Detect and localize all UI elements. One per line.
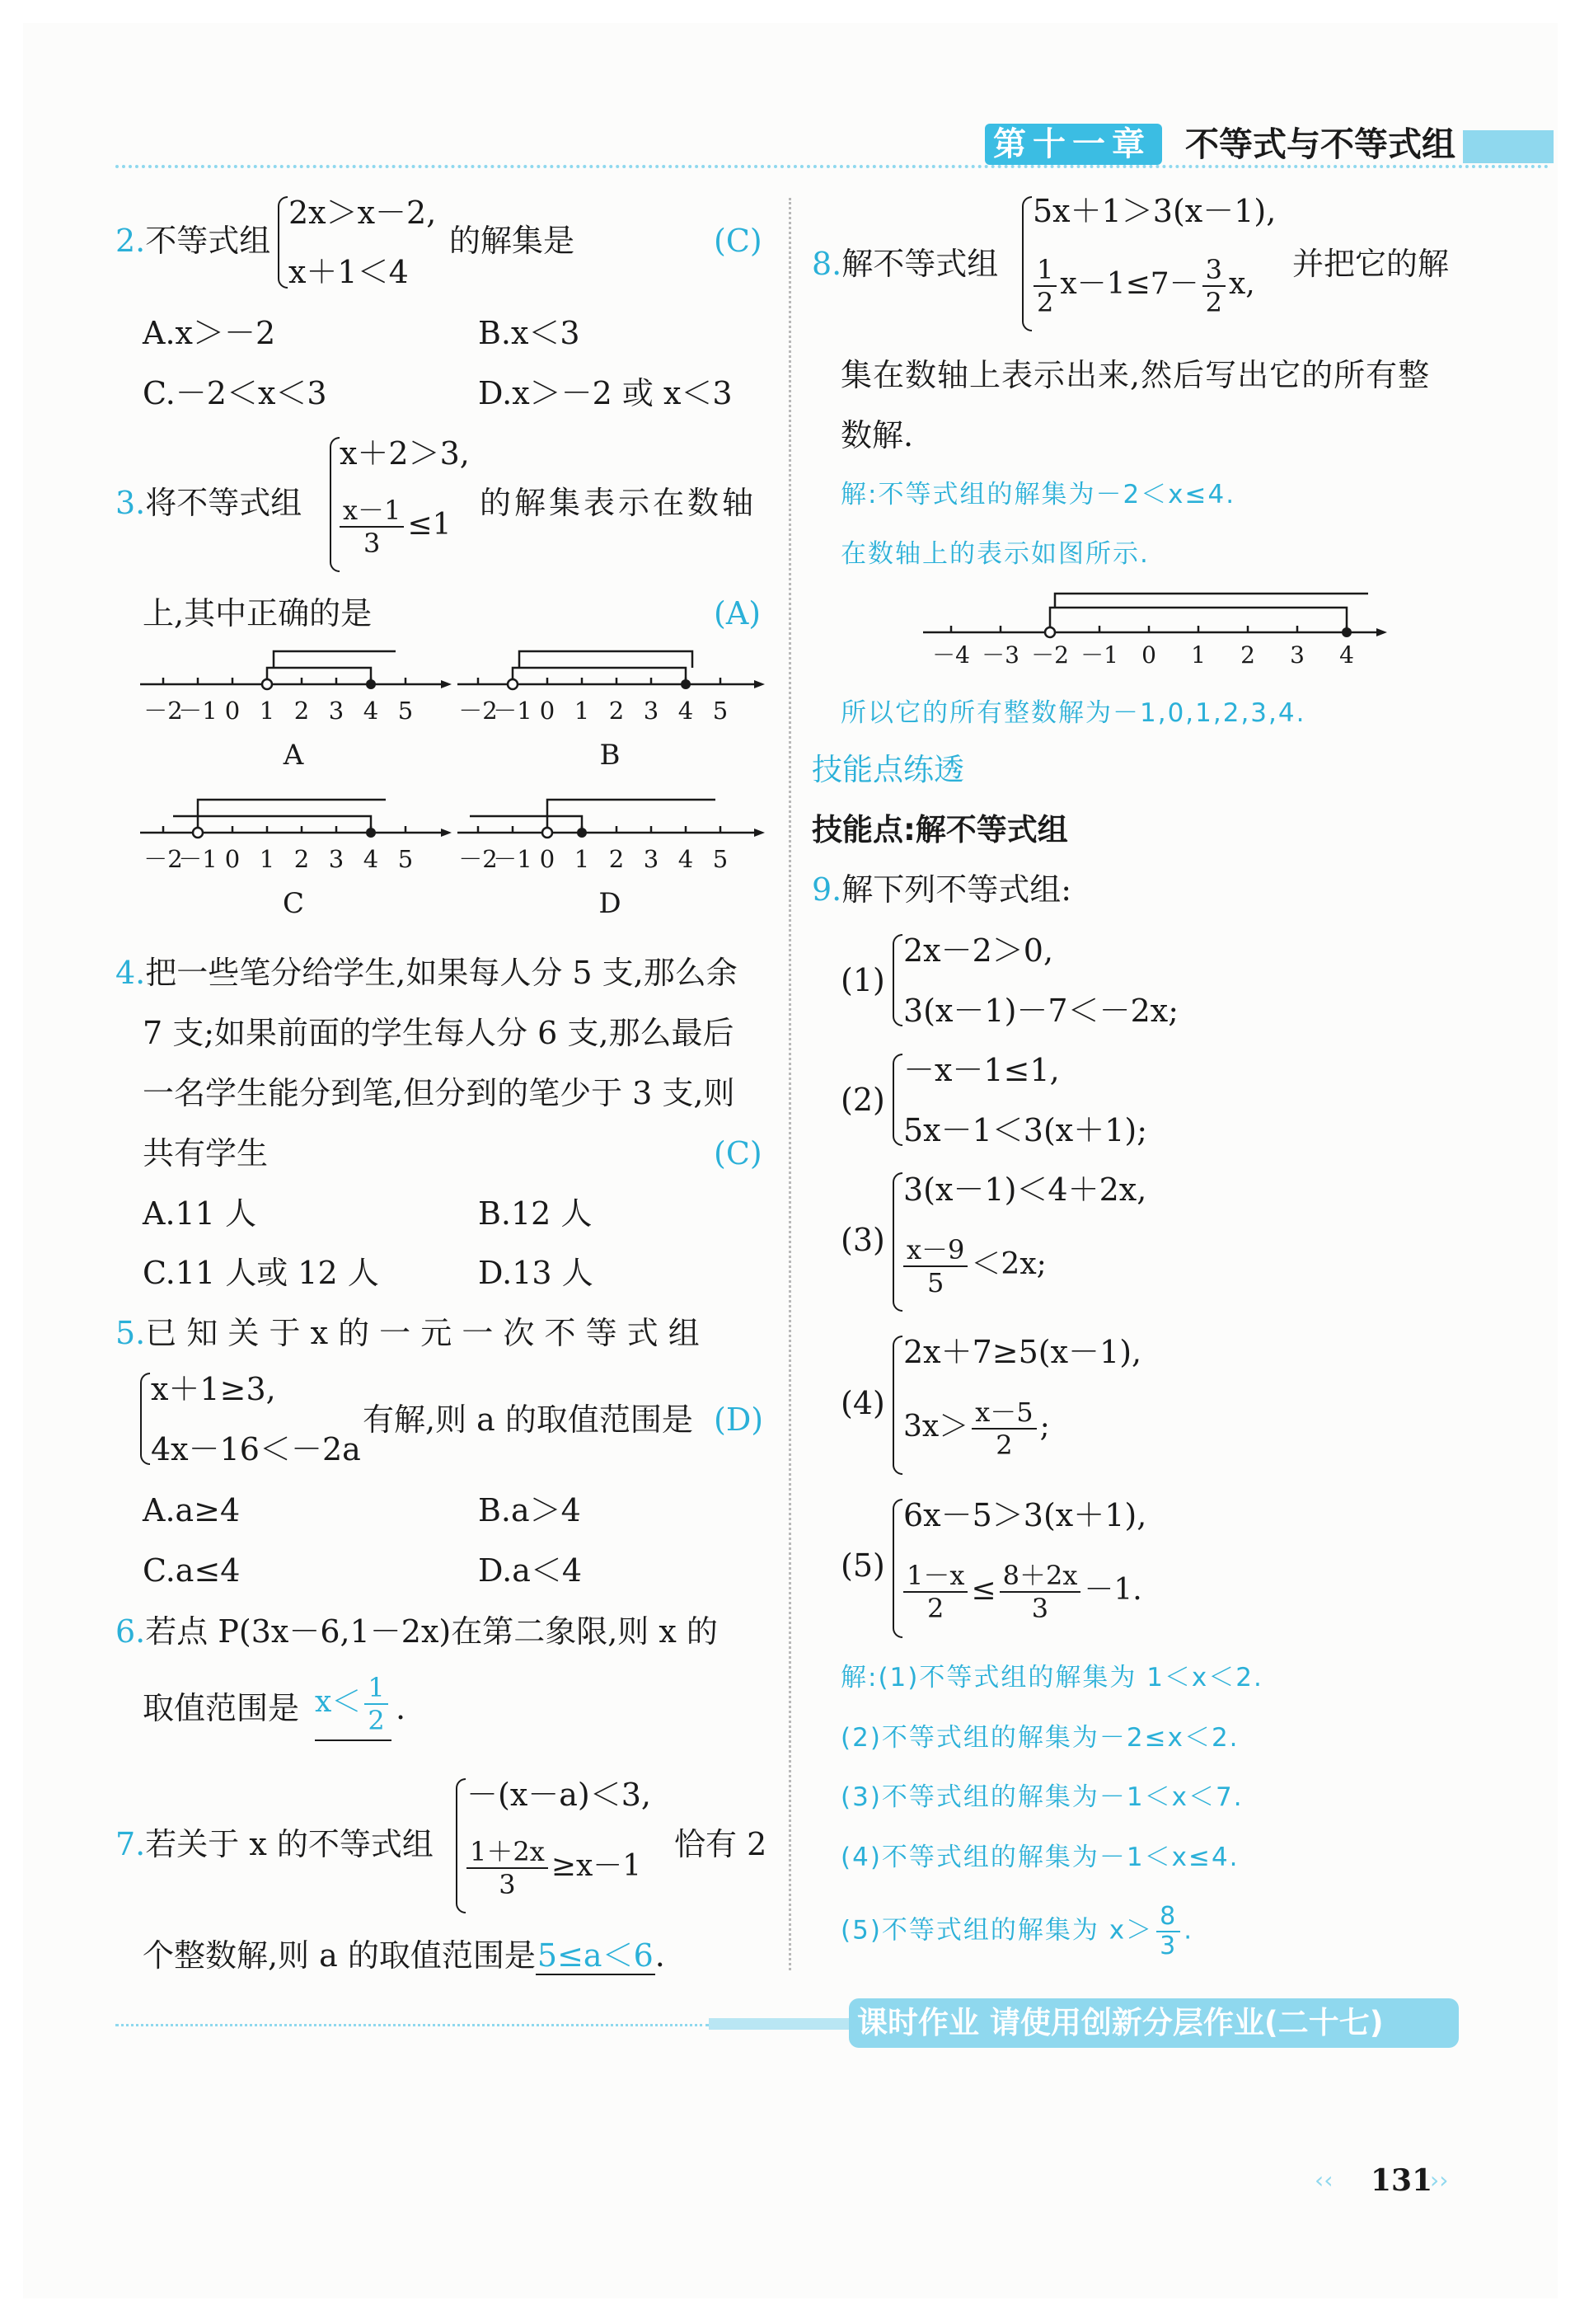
q3-tick-label: 4 bbox=[677, 697, 694, 725]
q8-tick-label: －3 bbox=[982, 641, 1019, 669]
q4-number: 4. bbox=[115, 955, 146, 991]
q3-number: 3. bbox=[115, 485, 146, 521]
q7-line2-pre: 个整数解,则 a 的取值范围是 bbox=[143, 1937, 536, 1974]
q3-option-label-c: C bbox=[282, 887, 305, 920]
q9-p3-line2-rest: ＜2x; bbox=[971, 1247, 1047, 1281]
q3-tick-label: －2 bbox=[458, 697, 498, 725]
q8-solution-2: 在数轴上的表示如图所示. bbox=[841, 539, 1150, 569]
q8-sys2-rest: x, bbox=[1229, 267, 1255, 301]
q9-p4-frac-num: x－5 bbox=[972, 1397, 1036, 1430]
q3-tick-label: －2 bbox=[143, 697, 183, 725]
q3-tick-label: 0 bbox=[224, 845, 241, 873]
q3-option-label-a: A bbox=[283, 739, 304, 772]
q3-line2-rest: ≤1 bbox=[407, 508, 452, 542]
q9-sol5-num: 8 bbox=[1156, 1903, 1180, 1932]
q2-option-d: D.x＞－2 或 x＜3 bbox=[478, 375, 733, 411]
q3-tick-label: 5 bbox=[397, 845, 414, 873]
chapter-title: 不等式与不等式组 bbox=[1185, 124, 1455, 164]
q3-tick-label: 1 bbox=[259, 697, 275, 725]
q3-tick-label: 1 bbox=[259, 845, 275, 873]
q3-tick-label: 2 bbox=[293, 697, 310, 725]
q5-number: 5. bbox=[115, 1315, 146, 1351]
q4-line4: 共有学生 bbox=[143, 1135, 269, 1171]
q3-tick-label: 4 bbox=[677, 845, 694, 873]
q3-tick-label: 0 bbox=[539, 697, 555, 725]
q3-tick-label: 3 bbox=[328, 845, 345, 873]
q9-p2-line1: －x－1≤1, bbox=[903, 1052, 1060, 1088]
q3-tick-label: 4 bbox=[363, 845, 379, 873]
question-9 bbox=[812, 871, 1071, 908]
question-3 bbox=[115, 485, 302, 521]
q3-tick-label: －1 bbox=[178, 697, 218, 725]
q6-answer bbox=[315, 1672, 391, 1741]
q3-tick-label: 5 bbox=[712, 845, 729, 873]
axis-option-a bbox=[140, 651, 452, 689]
page-number: 131 bbox=[1371, 2163, 1433, 2198]
q6-ans-post: . bbox=[396, 1690, 406, 1726]
q3-stem-post: 的解集表示在数轴 bbox=[480, 485, 757, 521]
axis-option-d bbox=[457, 800, 765, 838]
q3-tick-label: 0 bbox=[539, 845, 555, 873]
q4-line3: 一名学生能分到笔,但分到的笔少于 3 支,则 bbox=[143, 1075, 735, 1111]
q7-line2 bbox=[143, 1937, 665, 1974]
q3-stem-line2: 上,其中正确的是 bbox=[143, 595, 373, 631]
q3-tick-label: 0 bbox=[224, 697, 241, 725]
q9-p2-label: (2) bbox=[841, 1082, 885, 1118]
q9-p1-line2: 3(x－1)－7＜－2x; bbox=[903, 993, 1179, 1029]
q2-option-b: B.x＜3 bbox=[478, 315, 580, 351]
q7-stem-post: 恰有 2 bbox=[674, 1826, 767, 1862]
q9-p3-line1: 3(x－1)＜4＋2x, bbox=[903, 1171, 1147, 1208]
footer-stripe bbox=[709, 2018, 849, 2030]
q3-tick-label: 1 bbox=[574, 697, 590, 725]
q7-number: 7. bbox=[115, 1826, 146, 1862]
q2-option-c: C.－2＜x＜3 bbox=[143, 375, 327, 411]
q3-frac-num: x－1 bbox=[340, 495, 404, 528]
q9-p5-frac-a-num: 1－x bbox=[903, 1560, 968, 1593]
q3-tick-label: 5 bbox=[397, 697, 414, 725]
q3-tick-label: 3 bbox=[643, 845, 659, 873]
q8-tick-label: －4 bbox=[932, 641, 970, 669]
q8-line2: 集在数轴上表示出来,然后写出它的所有整 bbox=[841, 357, 1431, 393]
q7-answer: 5≤a＜6 bbox=[537, 1937, 654, 1974]
q8-number-line bbox=[915, 587, 1393, 669]
q9-p5-line2-rest: －1. bbox=[1084, 1573, 1142, 1607]
q7-sys2 bbox=[463, 1836, 641, 1900]
q4-line2: 7 支;如果前面的学生每人分 6 支,那么最后 bbox=[143, 1015, 734, 1051]
q9-sol5-den: 3 bbox=[1160, 1932, 1178, 1960]
q4-option-c: C.11 人或 12 人 bbox=[143, 1255, 379, 1291]
question-2 bbox=[115, 223, 270, 259]
q5-option-a: A.a≥4 bbox=[143, 1492, 241, 1528]
section-subtitle: 技能点:解不等式组 bbox=[812, 812, 1068, 847]
q5-option-b: B.a＞4 bbox=[478, 1492, 581, 1528]
q2-stem-post: 的解集是 bbox=[449, 223, 575, 259]
q2-line1: 2x＞x－2, bbox=[288, 195, 437, 231]
q3-tick-label: －2 bbox=[458, 845, 498, 873]
q9-p3-label: (3) bbox=[841, 1222, 885, 1258]
q2-line2: x＋1＜4 bbox=[288, 254, 409, 290]
q9-p4-line2-pre: 3x＞ bbox=[903, 1410, 969, 1444]
q9-p5-frac-b-num: 8＋2x bbox=[1000, 1560, 1081, 1593]
footer-banner-text: 课时作业 请使用创新分层作业(二十七) bbox=[857, 2005, 1384, 2040]
q9-p4-frac-den: 2 bbox=[996, 1430, 1013, 1461]
footer-dotted-rule bbox=[115, 2024, 709, 2026]
q7-stem-pre: 若关于 x 的不等式组 bbox=[145, 1826, 434, 1862]
q3-tick-label: －2 bbox=[143, 845, 183, 873]
q8-stem-post: 并把它的解 bbox=[1292, 246, 1450, 282]
q2-option-a: A.x＞－2 bbox=[143, 315, 276, 351]
q2-answer: (C) bbox=[714, 223, 762, 259]
q9-p5-frac-a-den: 2 bbox=[927, 1593, 944, 1624]
q8-tick-label: 4 bbox=[1339, 641, 1354, 669]
page-number-deco-left: ‹‹ bbox=[1315, 2167, 1334, 2194]
q9-p4-line1: 2x＋7≥5(x－1), bbox=[903, 1334, 1142, 1370]
q6-line2-pre: 取值范围是 bbox=[143, 1690, 300, 1726]
q8-stem-pre: 解不等式组 bbox=[841, 246, 999, 282]
q3-answer: (A) bbox=[714, 595, 762, 631]
q8-tick-label: 1 bbox=[1191, 641, 1206, 669]
q4-line1: 把一些笔分给学生,如果每人分 5 支,那么余 bbox=[145, 955, 738, 991]
q9-p4-line2-rest: ; bbox=[1039, 1410, 1050, 1444]
q5-brace bbox=[140, 1373, 150, 1465]
q3-tick-label: 1 bbox=[574, 845, 590, 873]
q6-ans-den: 2 bbox=[368, 1705, 385, 1736]
q3-tick-label: 2 bbox=[608, 845, 625, 873]
q8-frac-a-den: 2 bbox=[1037, 287, 1054, 318]
q9-solution-2: (2)不等式组的解集为－2≤x＜2. bbox=[841, 1723, 1240, 1753]
header-dotted-rule bbox=[115, 165, 1549, 168]
q8-sys1: 5x＋1＞3(x－1), bbox=[1033, 193, 1277, 229]
q5-line1: 已 知 关 于 x 的 一 元 一 次 不 等 式 组 bbox=[145, 1315, 700, 1351]
q3-line2 bbox=[336, 495, 452, 559]
q9-sol5-post: . bbox=[1184, 1915, 1194, 1946]
section-title: 技能点练透 bbox=[812, 752, 964, 787]
q9-p5-line2 bbox=[900, 1560, 1142, 1624]
q8-sys2 bbox=[1030, 254, 1255, 318]
q3-tick-label: 5 bbox=[712, 697, 729, 725]
q9-solution-1: 解:(1)不等式组的解集为 1＜x＜2. bbox=[841, 1663, 1263, 1693]
q9-p4-label: (4) bbox=[841, 1385, 885, 1421]
q5-stem-post: 有解,则 a 的取值范围是 bbox=[363, 1401, 693, 1438]
q2-number: 2. bbox=[115, 223, 146, 259]
q3-tick-label: －1 bbox=[493, 697, 532, 725]
q4-option-d: D.13 人 bbox=[478, 1255, 593, 1291]
q8-tick-label: 2 bbox=[1240, 641, 1255, 669]
q3-tick-label: 2 bbox=[293, 845, 310, 873]
q9-p3-line2 bbox=[900, 1234, 1047, 1298]
q8-line3: 数解. bbox=[841, 417, 914, 453]
q5-option-d: D.a＜4 bbox=[478, 1552, 583, 1589]
q9-solution-5 bbox=[841, 1903, 1193, 1960]
chapter-label: 第十一章 bbox=[993, 125, 1151, 163]
q9-sol5-pre: (5)不等式组的解集为 x＞ bbox=[841, 1915, 1154, 1946]
question-5 bbox=[115, 1315, 700, 1351]
q8-tick-label: 0 bbox=[1141, 641, 1156, 669]
q8-solution-1: 解:不等式组的解集为－2＜x≤4. bbox=[841, 480, 1236, 509]
q7-line2-post: . bbox=[654, 1937, 665, 1974]
q4-option-b: B.12 人 bbox=[478, 1195, 593, 1232]
q9-p1-brace bbox=[893, 934, 902, 1026]
q3-tick-label: 4 bbox=[363, 697, 379, 725]
q7-frac-num: 1＋2x bbox=[466, 1836, 548, 1869]
q6-ans-num: 1 bbox=[364, 1672, 387, 1705]
q9-p5-line1: 6x－5＞3(x＋1), bbox=[903, 1497, 1147, 1533]
axis-option-c bbox=[140, 800, 452, 838]
q9-p1-line1: 2x－2＞0, bbox=[903, 932, 1054, 969]
q9-solution-3: (3)不等式组的解集为－1＜x＜7. bbox=[841, 1782, 1244, 1812]
q9-p3-frac-num: x－9 bbox=[903, 1234, 968, 1267]
q6-line1: 若点 P(3x－6,1－2x)在第二象限,则 x 的 bbox=[145, 1613, 718, 1650]
q4-answer: (C) bbox=[714, 1135, 762, 1171]
q9-p3-frac-den: 5 bbox=[927, 1267, 944, 1298]
q3-stem-pre: 将不等式组 bbox=[145, 485, 302, 521]
q3-option-label-d: D bbox=[598, 887, 621, 920]
question-7 bbox=[115, 1826, 434, 1862]
q3-tick-label: －1 bbox=[178, 845, 218, 873]
q9-p2-brace bbox=[893, 1054, 902, 1146]
q8-frac-b-num: 3 bbox=[1202, 254, 1226, 287]
q5-sys1: x＋1≥3, bbox=[151, 1371, 276, 1407]
q9-p5-line2-mid: ≤ bbox=[971, 1573, 996, 1607]
axis-option-b bbox=[457, 651, 765, 689]
q3-line1: x＋2＞3, bbox=[340, 435, 470, 472]
q9-p2-line2: 5x－1＜3(x＋1); bbox=[903, 1112, 1148, 1148]
page-number-deco-right: ›› bbox=[1430, 2167, 1449, 2194]
q2-brace bbox=[278, 196, 288, 289]
q5-option-c: C.a≤4 bbox=[143, 1552, 241, 1589]
q9-number: 9. bbox=[812, 871, 842, 908]
q3-tick-label: －1 bbox=[493, 845, 532, 873]
q8-frac-a-num: 1 bbox=[1034, 254, 1057, 287]
q6-ans-pre: x＜ bbox=[315, 1685, 362, 1719]
q5-answer: (D) bbox=[714, 1401, 764, 1438]
q8-tick-label: －2 bbox=[1031, 641, 1069, 669]
q6-number: 6. bbox=[115, 1613, 146, 1650]
q9-solution-4: (4)不等式组的解集为－1＜x≤4. bbox=[841, 1843, 1240, 1872]
q3-tick-label: 2 bbox=[608, 697, 625, 725]
column-divider bbox=[789, 198, 791, 1970]
q9-p4-line2 bbox=[903, 1397, 1050, 1461]
q9-stem: 解下列不等式组: bbox=[841, 871, 1072, 908]
q4-option-a: A.11 人 bbox=[143, 1195, 256, 1232]
q9-p5-label: (5) bbox=[841, 1547, 885, 1584]
q8-solution-3: 所以它的所有整数解为－1,0,1,2,3,4. bbox=[841, 698, 1306, 728]
header-color-bar bbox=[1463, 130, 1554, 163]
q9-p5-frac-b-den: 3 bbox=[1031, 1593, 1049, 1624]
q8-sys2-mid: x－1≤7－ bbox=[1060, 267, 1199, 301]
q8-number: 8. bbox=[812, 246, 842, 282]
q9-p1-label: (1) bbox=[841, 962, 885, 998]
q3-option-label-b: B bbox=[599, 739, 621, 772]
q7-sys1: －(x－a)＜3, bbox=[466, 1777, 651, 1813]
q5-sys2: 4x－16＜－2a bbox=[151, 1431, 361, 1467]
q3-frac-den: 3 bbox=[363, 528, 381, 559]
q2-stem-pre: 不等式组 bbox=[145, 223, 271, 259]
q3-tick-label: 3 bbox=[643, 697, 659, 725]
q3-number-lines bbox=[124, 647, 775, 936]
question-8 bbox=[812, 246, 998, 282]
q8-tick-label: 3 bbox=[1290, 641, 1305, 669]
q9-p4-brace bbox=[893, 1336, 902, 1475]
q7-frac-den: 3 bbox=[499, 1869, 516, 1900]
q8-tick-label: －1 bbox=[1080, 641, 1118, 669]
question-4 bbox=[115, 955, 738, 991]
question-6 bbox=[115, 1613, 718, 1650]
q7-sys2-rest: ≥x－1 bbox=[551, 1849, 642, 1883]
q8-frac-b-den: 2 bbox=[1205, 287, 1222, 318]
q6-line2 bbox=[143, 1690, 299, 1726]
q3-tick-label: 3 bbox=[328, 697, 345, 725]
